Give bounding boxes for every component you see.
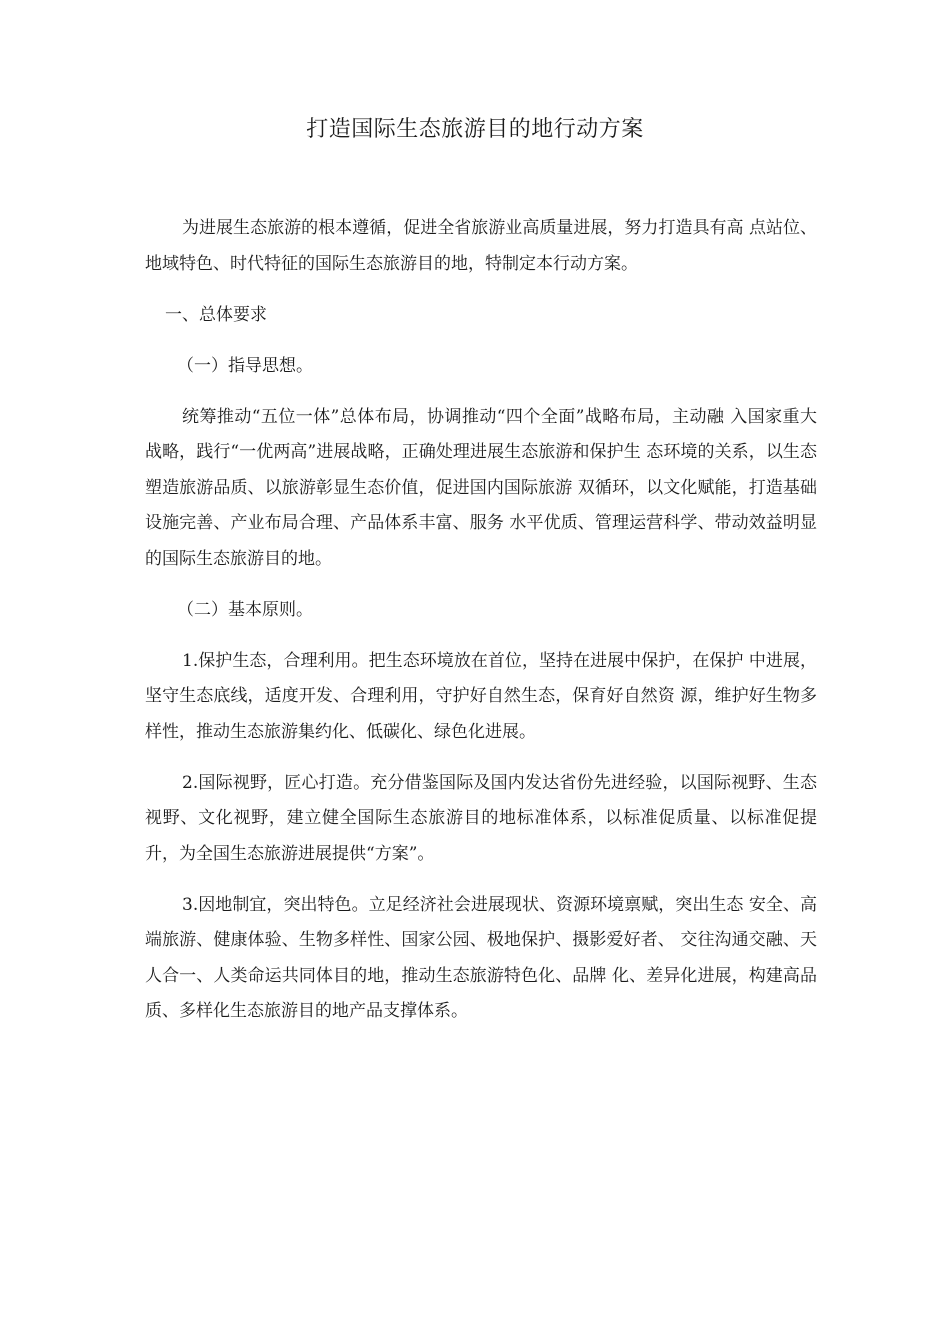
section-heading-general-requirements: 一、总体要求 (165, 304, 267, 325)
document-body (145, 211, 817, 1045)
principle-3-paragraph: 3.因地制宜，突出特色。立足经济社会进展现状、资源环境禀赋，突出生态 安全、高端旅游、健康体验、生物多样性、国家公园、极地保护、摄影爱好者、 交往沟通交融、天人合一、人类命运共同体目的地，推动生态旅游特色化、品牌 化、差异化进展，构建高品质、多样化生态旅游目的地产品支撑体系。 (145, 894, 817, 1021)
intro-paragraph: 为进展生态旅游的根本遵循，促进全省旅游业高质量进展，努力打造具有高 点站位、地域特色、时代特征的国际生态旅游目的地，特制定本行动方案。 (145, 218, 817, 274)
document-title: 打造国际生态旅游目的地行动方案 (306, 117, 644, 142)
subsection-heading-guiding-ideology: （一）指导思想。 (177, 355, 313, 376)
principle-2-paragraph: 2.国际视野，匠心打造。充分借鉴国际及国内发达省份先进经验，以国际视野、生态视野、文化视野，建立健全国际生态旅游目的地标准体系，以标准促质量、以标准促提升，为全国生态旅游进展提供“方案”。 (145, 772, 817, 864)
guiding-ideology-paragraph: 统筹推动“五位一体”总体布局，协调推动“四个全面”战略布局，主动融 入国家重大战略，践行“一优两高”进展战略，正确处理进展生态旅游和保护生 态环境的关系，以生态塑造旅游品质、以旅游彰显生态价值，促进国内国际旅游 双循环，以文化赋能，打造基础设施完善、产业布局合理、产品体系丰富、服务 水平优质、管理运营科学、带动效益明显的国际生态旅游目的地。 (145, 406, 817, 569)
principle-1-paragraph: 1.保护生态，合理利用。把生态环境放在首位，坚持在进展中保护，在保护 中进展，坚守生态底线，适度开发、合理利用，守护好自然生态，保育好自然资 源，维护好生物多样性，推动生态旅游集约化、低碳化、绿色化进展。 (145, 650, 817, 742)
subsection-heading-basic-principles: （二）基本原则。 (177, 599, 313, 620)
